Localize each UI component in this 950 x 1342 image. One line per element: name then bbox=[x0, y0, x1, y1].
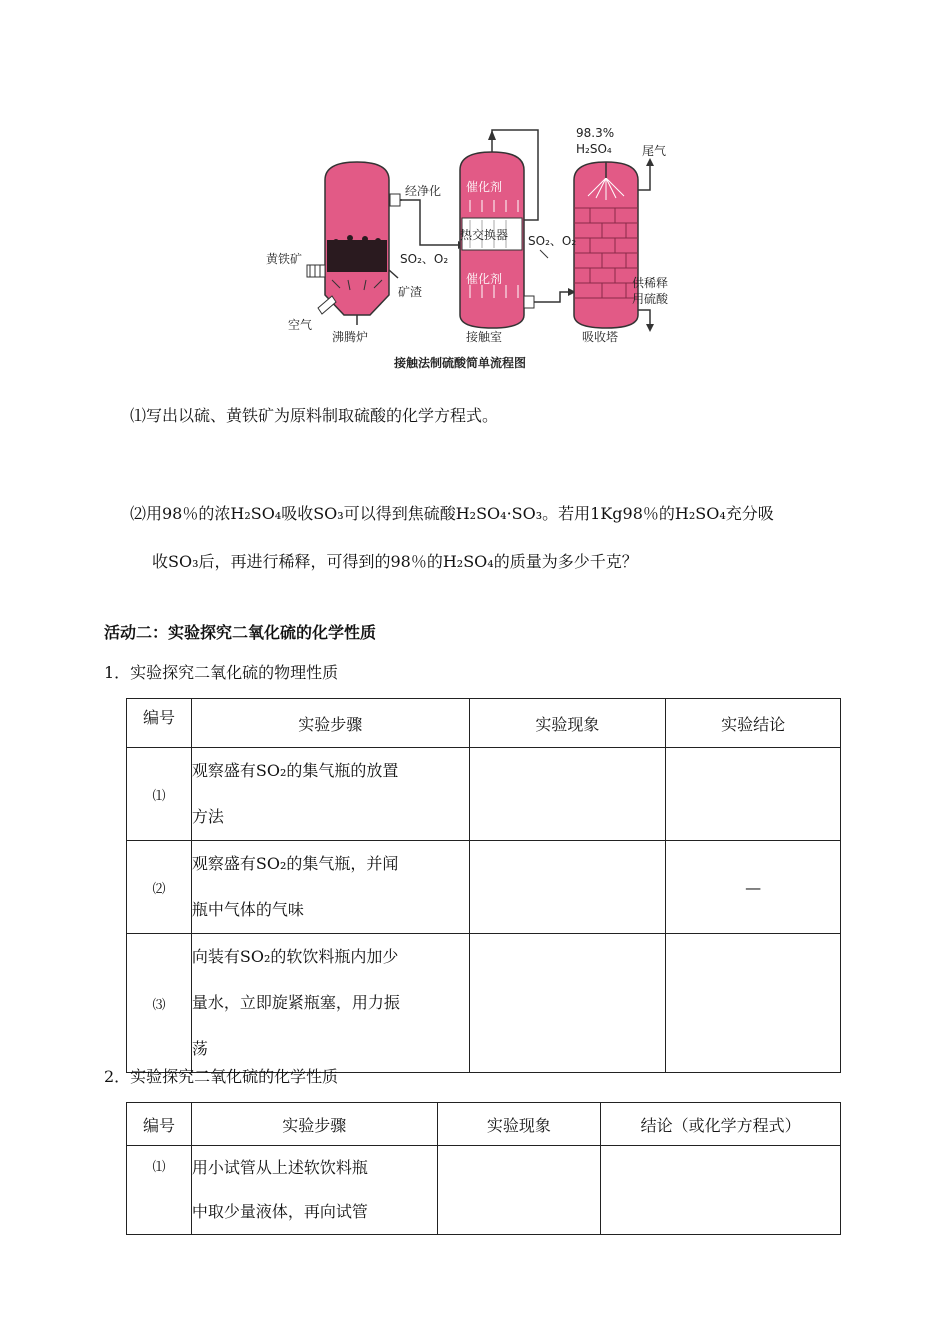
label-slag: 矿渣 bbox=[398, 285, 423, 299]
process-flow-figure bbox=[266, 120, 670, 375]
label-so2o2-right: SO₂、O₂ bbox=[528, 234, 577, 248]
label-pyrite: 黄铁矿 bbox=[266, 252, 303, 266]
table-row bbox=[127, 934, 841, 1073]
step-line: 方法 bbox=[191, 807, 224, 826]
table-row bbox=[127, 748, 841, 841]
label-contact-room: 接触室 bbox=[466, 330, 503, 344]
label-dilute-1: 供稀释 bbox=[632, 276, 669, 290]
label-heat-exchanger: 热交换器 bbox=[460, 228, 509, 242]
phenomenon-cell[interactable] bbox=[469, 934, 666, 1073]
header-num: 编号 bbox=[127, 699, 192, 748]
header-phenomenon: 实验现象 bbox=[469, 699, 666, 748]
header-phenomenon: 实验现象 bbox=[437, 1103, 601, 1146]
row-num: ⑴ bbox=[127, 748, 192, 841]
label-tower: 吸收塔 bbox=[582, 330, 619, 344]
table-row bbox=[127, 841, 841, 934]
conclusion-cell[interactable] bbox=[601, 1146, 841, 1235]
step-line: 观察盛有SO₂的集气瓶，并闻 bbox=[191, 854, 399, 873]
label-acid-conc: 98.3% bbox=[576, 126, 615, 140]
figure-caption: 接触法制硫酸简单流程图 bbox=[394, 356, 527, 370]
table-header-row bbox=[127, 699, 841, 748]
step-line: 荡 bbox=[191, 1039, 208, 1058]
conclusion-cell[interactable] bbox=[666, 934, 841, 1073]
label-air: 空气 bbox=[288, 318, 313, 332]
conclusion-cell[interactable] bbox=[666, 748, 841, 841]
label-catalyst-top: 催化剂 bbox=[466, 180, 503, 194]
header-conclusion: 实验结论 bbox=[666, 699, 841, 748]
label-purify: 经净化 bbox=[405, 184, 442, 198]
label-catalyst-bottom: 催化剂 bbox=[466, 272, 503, 286]
label-tail-gas: 尾气 bbox=[642, 144, 667, 158]
conclusion-cell: — bbox=[666, 841, 841, 934]
table-row bbox=[127, 1146, 841, 1235]
row-step bbox=[191, 748, 469, 841]
label-so2o2-left: SO₂、O₂ bbox=[400, 252, 449, 266]
step-line: 量水，立即旋紧瓶塞，用力振 bbox=[191, 993, 400, 1012]
activity-title: 活动二：实验探究二氧化硫的化学性质 bbox=[104, 623, 377, 642]
label-acid-formula: H₂SO₄ bbox=[576, 142, 612, 156]
row-num: ⑶ bbox=[127, 934, 192, 1073]
step-line: 向装有SO₂的软饮料瓶内加少 bbox=[191, 947, 399, 966]
section-1-title: 1．实验探究二氧化硫的物理性质 bbox=[104, 663, 339, 682]
row-step bbox=[191, 841, 469, 934]
question-2-line2: 收SO₃后，再进行稀释，可得到的98％的H₂SO₄的质量为多少千克？ bbox=[152, 552, 638, 571]
chemical-properties-table bbox=[126, 1102, 841, 1235]
phenomenon-cell[interactable] bbox=[469, 841, 666, 934]
label-furnace: 沸腾炉 bbox=[332, 330, 369, 344]
header-num: 编号 bbox=[127, 1103, 192, 1146]
row-num: ⑴ bbox=[127, 1146, 192, 1235]
label-dilute-2: 用硫酸 bbox=[632, 292, 669, 306]
step-line: 用小试管从上述软饮料瓶 bbox=[191, 1158, 368, 1177]
step-line: 中取少量液体，再向试管 bbox=[191, 1202, 368, 1221]
phenomenon-cell[interactable] bbox=[469, 748, 666, 841]
physical-properties-table bbox=[126, 698, 841, 1073]
question-1: ⑴写出以硫、黄铁矿为原料制取硫酸的化学方程式。 bbox=[130, 406, 499, 425]
step-line: 瓶中气体的气味 bbox=[191, 900, 304, 919]
question-2-line1: ⑵用98％的浓H₂SO₄吸收SO₃可以得到焦硫酸H₂SO₄·SO₃。若用1Kg98％的H₂SO₄充分吸 bbox=[130, 504, 774, 523]
step-line: 观察盛有SO₂的集气瓶的放置 bbox=[191, 761, 399, 780]
header-step: 实验步骤 bbox=[191, 699, 469, 748]
boiling-furnace-shape bbox=[307, 162, 466, 325]
table-header-row bbox=[127, 1103, 841, 1146]
section-2-title: 2．实验探究二氧化硫的化学性质 bbox=[104, 1067, 339, 1086]
header-step: 实验步骤 bbox=[191, 1103, 437, 1146]
header-conclusion: 结论（或化学方程式） bbox=[601, 1103, 841, 1146]
row-step bbox=[191, 934, 469, 1073]
row-step bbox=[191, 1146, 437, 1235]
phenomenon-cell[interactable] bbox=[437, 1146, 601, 1235]
row-num: ⑵ bbox=[127, 841, 192, 934]
